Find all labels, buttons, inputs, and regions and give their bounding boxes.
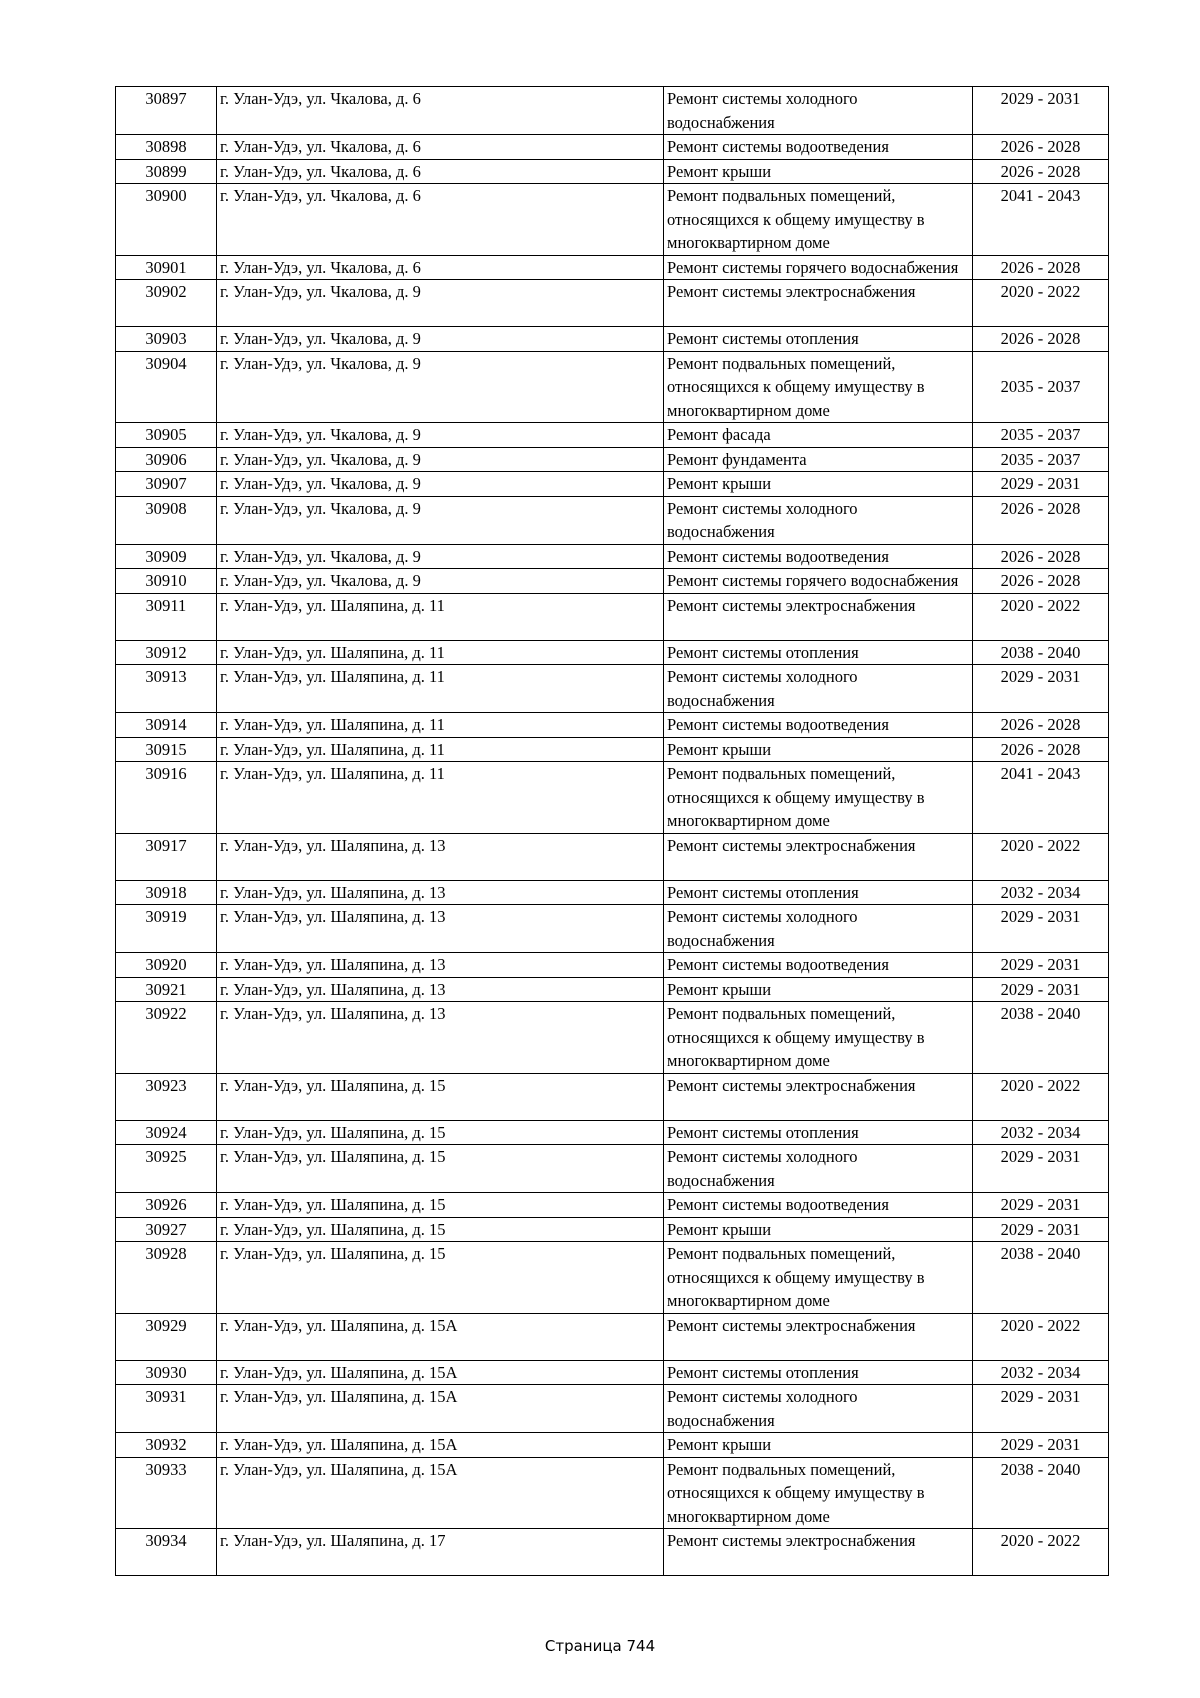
table-row xyxy=(116,880,1109,905)
table-row xyxy=(116,569,1109,594)
row-number: 30900 xyxy=(116,184,217,256)
row-work-type: Ремонт системы холодного водоснабжения xyxy=(664,87,973,135)
row-years: 2029 - 2031 xyxy=(973,1217,1109,1242)
row-work-type: Ремонт системы холодного водоснабжения xyxy=(664,665,973,713)
row-years: 2029 - 2031 xyxy=(973,87,1109,135)
row-address: г. Улан-Удэ, ул. Шаляпина, д. 11 xyxy=(217,737,664,762)
row-number: 30927 xyxy=(116,1217,217,1242)
row-years: 2035 - 2037 xyxy=(973,423,1109,448)
row-years: 2029 - 2031 xyxy=(973,1193,1109,1218)
row-address: г. Улан-Удэ, ул. Шаляпина, д. 11 xyxy=(217,665,664,713)
capital-repair-table xyxy=(115,86,1109,1576)
row-work-type: Ремонт крыши xyxy=(664,977,973,1002)
row-number: 30903 xyxy=(116,327,217,352)
row-work-type: Ремонт подвальных помещений, относящихся к общему имуществу в многоквартирном доме xyxy=(664,1242,973,1314)
table-row xyxy=(116,1120,1109,1145)
table-row xyxy=(116,905,1109,953)
row-work-type: Ремонт системы электроснабжения xyxy=(664,593,973,640)
row-work-type: Ремонт подвальных помещений, относящихся к общему имуществу в многоквартирном доме xyxy=(664,762,973,834)
row-number: 30932 xyxy=(116,1433,217,1458)
row-years: 2029 - 2031 xyxy=(973,977,1109,1002)
table-row xyxy=(116,1313,1109,1360)
row-number: 30921 xyxy=(116,977,217,1002)
row-work-type: Ремонт системы электроснабжения xyxy=(664,1073,973,1120)
row-number: 30928 xyxy=(116,1242,217,1314)
row-number: 30897 xyxy=(116,87,217,135)
row-address: г. Улан-Удэ, ул. Шаляпина, д. 15 xyxy=(217,1217,664,1242)
row-work-type: Ремонт крыши xyxy=(664,1217,973,1242)
row-address: г. Улан-Удэ, ул. Чкалова, д. 9 xyxy=(217,496,664,544)
row-work-type: Ремонт системы горячего водоснабжения xyxy=(664,255,973,280)
row-number: 30930 xyxy=(116,1360,217,1385)
row-years: 2026 - 2028 xyxy=(973,159,1109,184)
row-work-type: Ремонт системы холодного водоснабжения xyxy=(664,496,973,544)
row-work-type: Ремонт крыши xyxy=(664,1433,973,1458)
row-work-type: Ремонт подвальных помещений, относящихся к общему имуществу в многоквартирном доме xyxy=(664,1002,973,1074)
row-number: 30906 xyxy=(116,447,217,472)
row-address: г. Улан-Удэ, ул. Шаляпина, д. 11 xyxy=(217,593,664,640)
table-body xyxy=(116,87,1109,1576)
row-work-type: Ремонт подвальных помещений, относящихся к общему имуществу в многоквартирном доме xyxy=(664,1457,973,1529)
table-row xyxy=(116,713,1109,738)
row-address: г. Улан-Удэ, ул. Шаляпина, д. 13 xyxy=(217,880,664,905)
row-address: г. Улан-Удэ, ул. Шаляпина, д. 15А xyxy=(217,1457,664,1529)
row-number: 30924 xyxy=(116,1120,217,1145)
row-number: 30898 xyxy=(116,135,217,160)
row-address: г. Улан-Удэ, ул. Шаляпина, д. 15 xyxy=(217,1073,664,1120)
row-work-type: Ремонт системы водоотведения xyxy=(664,713,973,738)
row-years: 2029 - 2031 xyxy=(973,953,1109,978)
row-work-type: Ремонт фасада xyxy=(664,423,973,448)
table-row xyxy=(116,1242,1109,1314)
row-address: г. Улан-Удэ, ул. Чкалова, д. 9 xyxy=(217,447,664,472)
row-address: г. Улан-Удэ, ул. Чкалова, д. 6 xyxy=(217,159,664,184)
row-number: 30909 xyxy=(116,544,217,569)
table-row xyxy=(116,280,1109,327)
row-work-type: Ремонт системы электроснабжения xyxy=(664,1529,973,1576)
row-address: г. Улан-Удэ, ул. Шаляпина, д. 15 xyxy=(217,1193,664,1218)
row-number: 30915 xyxy=(116,737,217,762)
row-work-type: Ремонт системы холодного водоснабжения xyxy=(664,1385,973,1433)
row-address: г. Улан-Удэ, ул. Шаляпина, д. 15А xyxy=(217,1385,664,1433)
row-address: г. Улан-Удэ, ул. Шаляпина, д. 15А xyxy=(217,1433,664,1458)
row-work-type: Ремонт системы электроснабжения xyxy=(664,1313,973,1360)
row-work-type: Ремонт фундамента xyxy=(664,447,973,472)
table-row xyxy=(116,447,1109,472)
row-address: г. Улан-Удэ, ул. Шаляпина, д. 13 xyxy=(217,977,664,1002)
row-years: 2038 - 2040 xyxy=(973,1457,1109,1529)
row-address: г. Улан-Удэ, ул. Шаляпина, д. 13 xyxy=(217,1002,664,1074)
table-row xyxy=(116,1073,1109,1120)
row-years: 2029 - 2031 xyxy=(973,665,1109,713)
row-address: г. Улан-Удэ, ул. Шаляпина, д. 11 xyxy=(217,713,664,738)
row-years: 2020 - 2022 xyxy=(973,1529,1109,1576)
row-number: 30926 xyxy=(116,1193,217,1218)
row-work-type: Ремонт системы холодного водоснабжения xyxy=(664,905,973,953)
row-number: 30910 xyxy=(116,569,217,594)
row-years: 2026 - 2028 xyxy=(973,544,1109,569)
row-address: г. Улан-Удэ, ул. Чкалова, д. 9 xyxy=(217,327,664,352)
row-address: г. Улан-Удэ, ул. Шаляпина, д. 15А xyxy=(217,1313,664,1360)
row-work-type: Ремонт системы электроснабжения xyxy=(664,280,973,327)
row-work-type: Ремонт системы горячего водоснабжения xyxy=(664,569,973,594)
table-row xyxy=(116,1360,1109,1385)
row-number: 30912 xyxy=(116,640,217,665)
row-number: 30907 xyxy=(116,472,217,497)
row-address: г. Улан-Удэ, ул. Шаляпина, д. 11 xyxy=(217,640,664,665)
row-address: г. Улан-Удэ, ул. Шаляпина, д. 15 xyxy=(217,1242,664,1314)
table-row xyxy=(116,87,1109,135)
row-address: г. Улан-Удэ, ул. Шаляпина, д. 15 xyxy=(217,1120,664,1145)
row-work-type: Ремонт крыши xyxy=(664,472,973,497)
row-work-type: Ремонт системы холодного водоснабжения xyxy=(664,1145,973,1193)
row-years: 2032 - 2034 xyxy=(973,880,1109,905)
table-row xyxy=(116,737,1109,762)
table-row xyxy=(116,1529,1109,1576)
table-row xyxy=(116,184,1109,256)
row-address: г. Улан-Удэ, ул. Шаляпина, д. 17 xyxy=(217,1529,664,1576)
table-row xyxy=(116,472,1109,497)
table-row xyxy=(116,1385,1109,1433)
row-years: 2038 - 2040 xyxy=(973,1002,1109,1074)
row-number: 30913 xyxy=(116,665,217,713)
table-row xyxy=(116,351,1109,423)
row-years: 2038 - 2040 xyxy=(973,1242,1109,1314)
table-row xyxy=(116,977,1109,1002)
row-number: 30919 xyxy=(116,905,217,953)
row-address: г. Улан-Удэ, ул. Чкалова, д. 6 xyxy=(217,135,664,160)
row-years: 2026 - 2028 xyxy=(973,713,1109,738)
row-work-type: Ремонт системы отопления xyxy=(664,880,973,905)
row-years: 2020 - 2022 xyxy=(973,593,1109,640)
row-work-type: Ремонт крыши xyxy=(664,737,973,762)
row-number: 30922 xyxy=(116,1002,217,1074)
row-number: 30914 xyxy=(116,713,217,738)
row-years: 2035 - 2037 xyxy=(973,351,1109,423)
row-years: 2020 - 2022 xyxy=(973,833,1109,880)
row-number: 30905 xyxy=(116,423,217,448)
row-number: 30931 xyxy=(116,1385,217,1433)
row-number: 30911 xyxy=(116,593,217,640)
row-years: 2038 - 2040 xyxy=(973,640,1109,665)
row-years: 2020 - 2022 xyxy=(973,280,1109,327)
row-work-type: Ремонт крыши xyxy=(664,159,973,184)
row-work-type: Ремонт системы водоотведения xyxy=(664,953,973,978)
row-work-type: Ремонт системы отопления xyxy=(664,1120,973,1145)
row-work-type: Ремонт системы отопления xyxy=(664,640,973,665)
row-years: 2032 - 2034 xyxy=(973,1120,1109,1145)
row-years: 2041 - 2043 xyxy=(973,184,1109,256)
row-number: 30934 xyxy=(116,1529,217,1576)
table-row xyxy=(116,1457,1109,1529)
table-row xyxy=(116,833,1109,880)
row-address: г. Улан-Удэ, ул. Чкалова, д. 9 xyxy=(217,544,664,569)
row-work-type: Ремонт подвальных помещений, относящихся к общему имуществу в многоквартирном доме xyxy=(664,351,973,423)
row-number: 30920 xyxy=(116,953,217,978)
table-row xyxy=(116,762,1109,834)
row-years: 2041 - 2043 xyxy=(973,762,1109,834)
row-number: 30929 xyxy=(116,1313,217,1360)
row-number: 30933 xyxy=(116,1457,217,1529)
row-work-type: Ремонт системы водоотведения xyxy=(664,1193,973,1218)
row-work-type: Ремонт системы отопления xyxy=(664,327,973,352)
row-years: 2029 - 2031 xyxy=(973,1433,1109,1458)
row-years: 2026 - 2028 xyxy=(973,496,1109,544)
row-years: 2026 - 2028 xyxy=(973,255,1109,280)
row-years: 2026 - 2028 xyxy=(973,569,1109,594)
row-address: г. Улан-Удэ, ул. Шаляпина, д. 15А xyxy=(217,1360,664,1385)
table-row xyxy=(116,593,1109,640)
table-row xyxy=(116,496,1109,544)
row-work-type: Ремонт системы электроснабжения xyxy=(664,833,973,880)
row-years: 2029 - 2031 xyxy=(973,905,1109,953)
row-years: 2020 - 2022 xyxy=(973,1073,1109,1120)
row-address: г. Улан-Удэ, ул. Чкалова, д. 6 xyxy=(217,255,664,280)
row-number: 30918 xyxy=(116,880,217,905)
row-number: 30916 xyxy=(116,762,217,834)
table-row xyxy=(116,159,1109,184)
row-years: 2026 - 2028 xyxy=(973,737,1109,762)
row-work-type: Ремонт системы отопления xyxy=(664,1360,973,1385)
row-years: 2029 - 2031 xyxy=(973,472,1109,497)
row-address: г. Улан-Удэ, ул. Чкалова, д. 9 xyxy=(217,423,664,448)
table-row xyxy=(116,544,1109,569)
row-number: 30899 xyxy=(116,159,217,184)
table-row xyxy=(116,1002,1109,1074)
row-address: г. Улан-Удэ, ул. Чкалова, д. 6 xyxy=(217,184,664,256)
table-row xyxy=(116,1433,1109,1458)
row-years: 2035 - 2037 xyxy=(973,447,1109,472)
row-address: г. Улан-Удэ, ул. Чкалова, д. 6 xyxy=(217,87,664,135)
row-number: 30902 xyxy=(116,280,217,327)
table-row xyxy=(116,1145,1109,1193)
table-row xyxy=(116,423,1109,448)
table-row xyxy=(116,665,1109,713)
row-address: г. Улан-Удэ, ул. Чкалова, д. 9 xyxy=(217,351,664,423)
row-years: 2032 - 2034 xyxy=(973,1360,1109,1385)
table-row xyxy=(116,255,1109,280)
table-row xyxy=(116,1193,1109,1218)
table-row xyxy=(116,953,1109,978)
row-work-type: Ремонт системы водоотведения xyxy=(664,135,973,160)
row-number: 30917 xyxy=(116,833,217,880)
row-work-type: Ремонт подвальных помещений, относящихся к общему имуществу в многоквартирном доме xyxy=(664,184,973,256)
row-work-type: Ремонт системы водоотведения xyxy=(664,544,973,569)
row-address: г. Улан-Удэ, ул. Чкалова, д. 9 xyxy=(217,569,664,594)
row-address: г. Улан-Удэ, ул. Шаляпина, д. 13 xyxy=(217,905,664,953)
page-number: Страница 744 xyxy=(544,1637,656,1655)
row-address: г. Улан-Удэ, ул. Шаляпина, д. 11 xyxy=(217,762,664,834)
row-years: 2029 - 2031 xyxy=(973,1145,1109,1193)
table-row xyxy=(116,640,1109,665)
table-row xyxy=(116,327,1109,352)
row-address: г. Улан-Удэ, ул. Шаляпина, д. 13 xyxy=(217,953,664,978)
row-address: г. Улан-Удэ, ул. Чкалова, д. 9 xyxy=(217,280,664,327)
row-years: 2029 - 2031 xyxy=(973,1385,1109,1433)
row-number: 30923 xyxy=(116,1073,217,1120)
row-address: г. Улан-Удэ, ул. Чкалова, д. 9 xyxy=(217,472,664,497)
row-address: г. Улан-Удэ, ул. Шаляпина, д. 13 xyxy=(217,833,664,880)
row-number: 30904 xyxy=(116,351,217,423)
table-row xyxy=(116,1217,1109,1242)
row-address: г. Улан-Удэ, ул. Шаляпина, д. 15 xyxy=(217,1145,664,1193)
row-number: 30925 xyxy=(116,1145,217,1193)
row-years: 2026 - 2028 xyxy=(973,135,1109,160)
row-number: 30908 xyxy=(116,496,217,544)
table-row xyxy=(116,135,1109,160)
row-years: 2020 - 2022 xyxy=(973,1313,1109,1360)
row-number: 30901 xyxy=(116,255,217,280)
row-years: 2026 - 2028 xyxy=(973,327,1109,352)
